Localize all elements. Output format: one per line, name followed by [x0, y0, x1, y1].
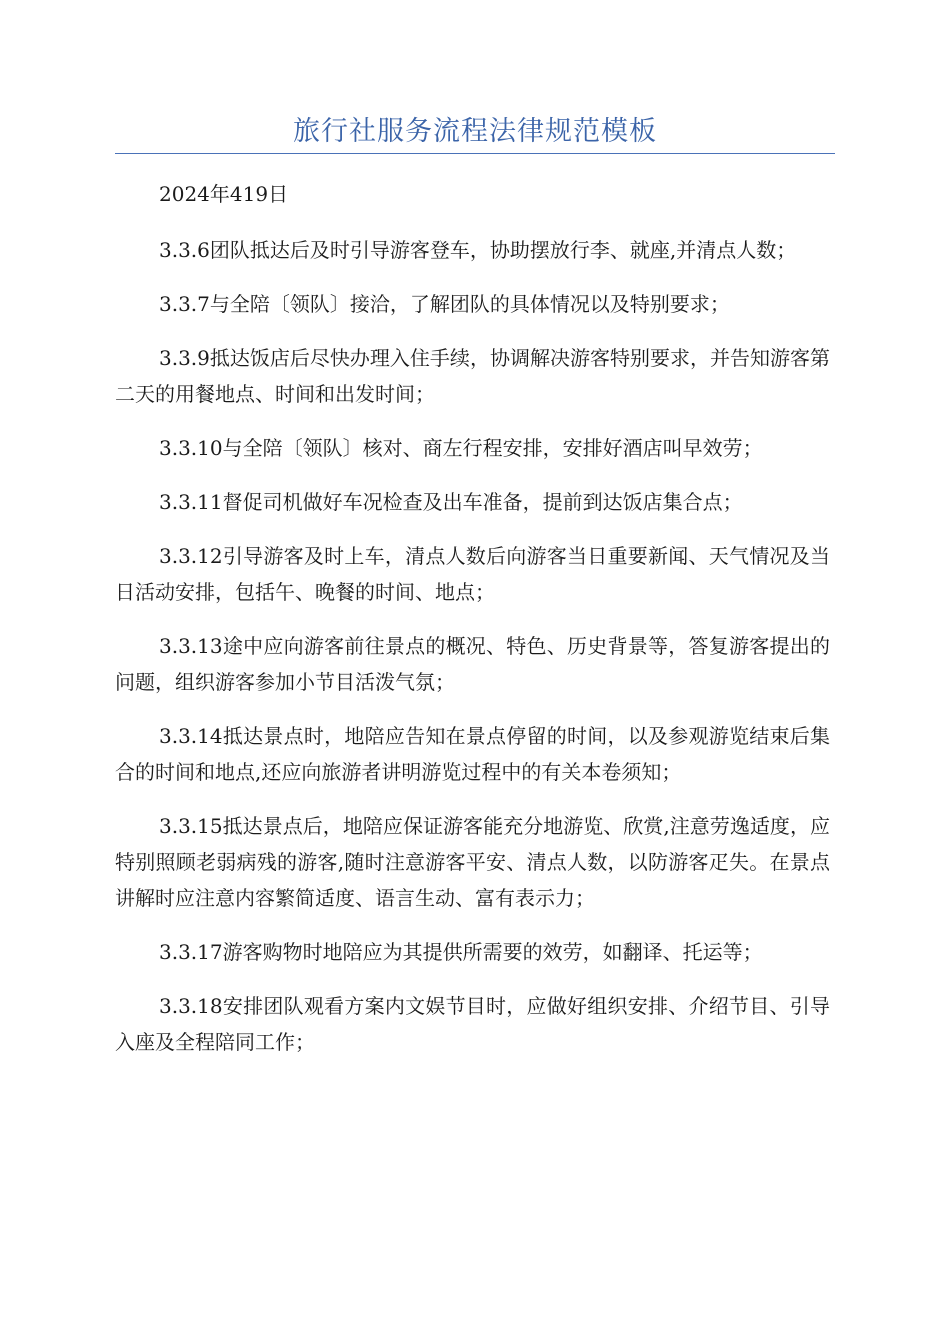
paragraph: 3.3.18安排团队观看方案内文娱节目时，应做好组织安排、介绍节目、引导入座及全程陪同工作；	[115, 994, 830, 1054]
document-date: 2024年419日	[159, 182, 289, 206]
document-title: 旅行社服务流程法律规范模板	[293, 116, 657, 147]
paragraph: 3.3.9抵达饭店后尽快办理入住手续，协调解决游客特别要求，并告知游客第二天的用餐地点、时间和出发时间；	[115, 346, 830, 406]
paragraph: 3.3.7与全陪〔领队〕接洽，了解团队的具体情况以及特别要求；	[159, 292, 730, 316]
document-body	[115, 176, 830, 1078]
paragraph: 3.3.10与全陪〔领队〕核对、商左行程安排，安排好酒店叫早效劳；	[159, 436, 763, 460]
paragraph: 3.3.13途中应向游客前往景点的概况、特色、历史背景等，答复游客提出的问题，组织游客参加小节目活泼气氛；	[115, 634, 830, 694]
paragraph: 3.3.6团队抵达后及时引导游客登车，协助摆放行李、就座,并清点人数；	[159, 238, 797, 262]
paragraph: 3.3.12引导游客及时上车，清点人数后向游客当日重要新闻、天气情况及当日活动安排，包括午、晚餐的时间、地点；	[115, 544, 830, 604]
paragraph: 3.3.15抵达景点后，地陪应保证游客能充分地游览、欣赏,注意劳逸适度，应特别照顾老弱病残的游客,随时注意游客平安、清点人数，以防游客疋失。在景点讲解时应注意内容繁简适度、语言生动、富有表示力；	[115, 814, 830, 910]
paragraph: 3.3.11督促司机做好车况检查及出车准备，提前到达饭店集合点；	[159, 490, 743, 514]
paragraph: 3.3.17游客购物时地陪应为其提供所需要的效劳，如翻译、托运等；	[159, 940, 763, 964]
title-underline	[115, 153, 835, 154]
paragraph: 3.3.14抵达景点时，地陪应告知在景点停留的时间，以及参观游览结束后集合的时间和地点,还应向旅游者讲明游览过程中的有关本卷须知；	[115, 724, 830, 784]
